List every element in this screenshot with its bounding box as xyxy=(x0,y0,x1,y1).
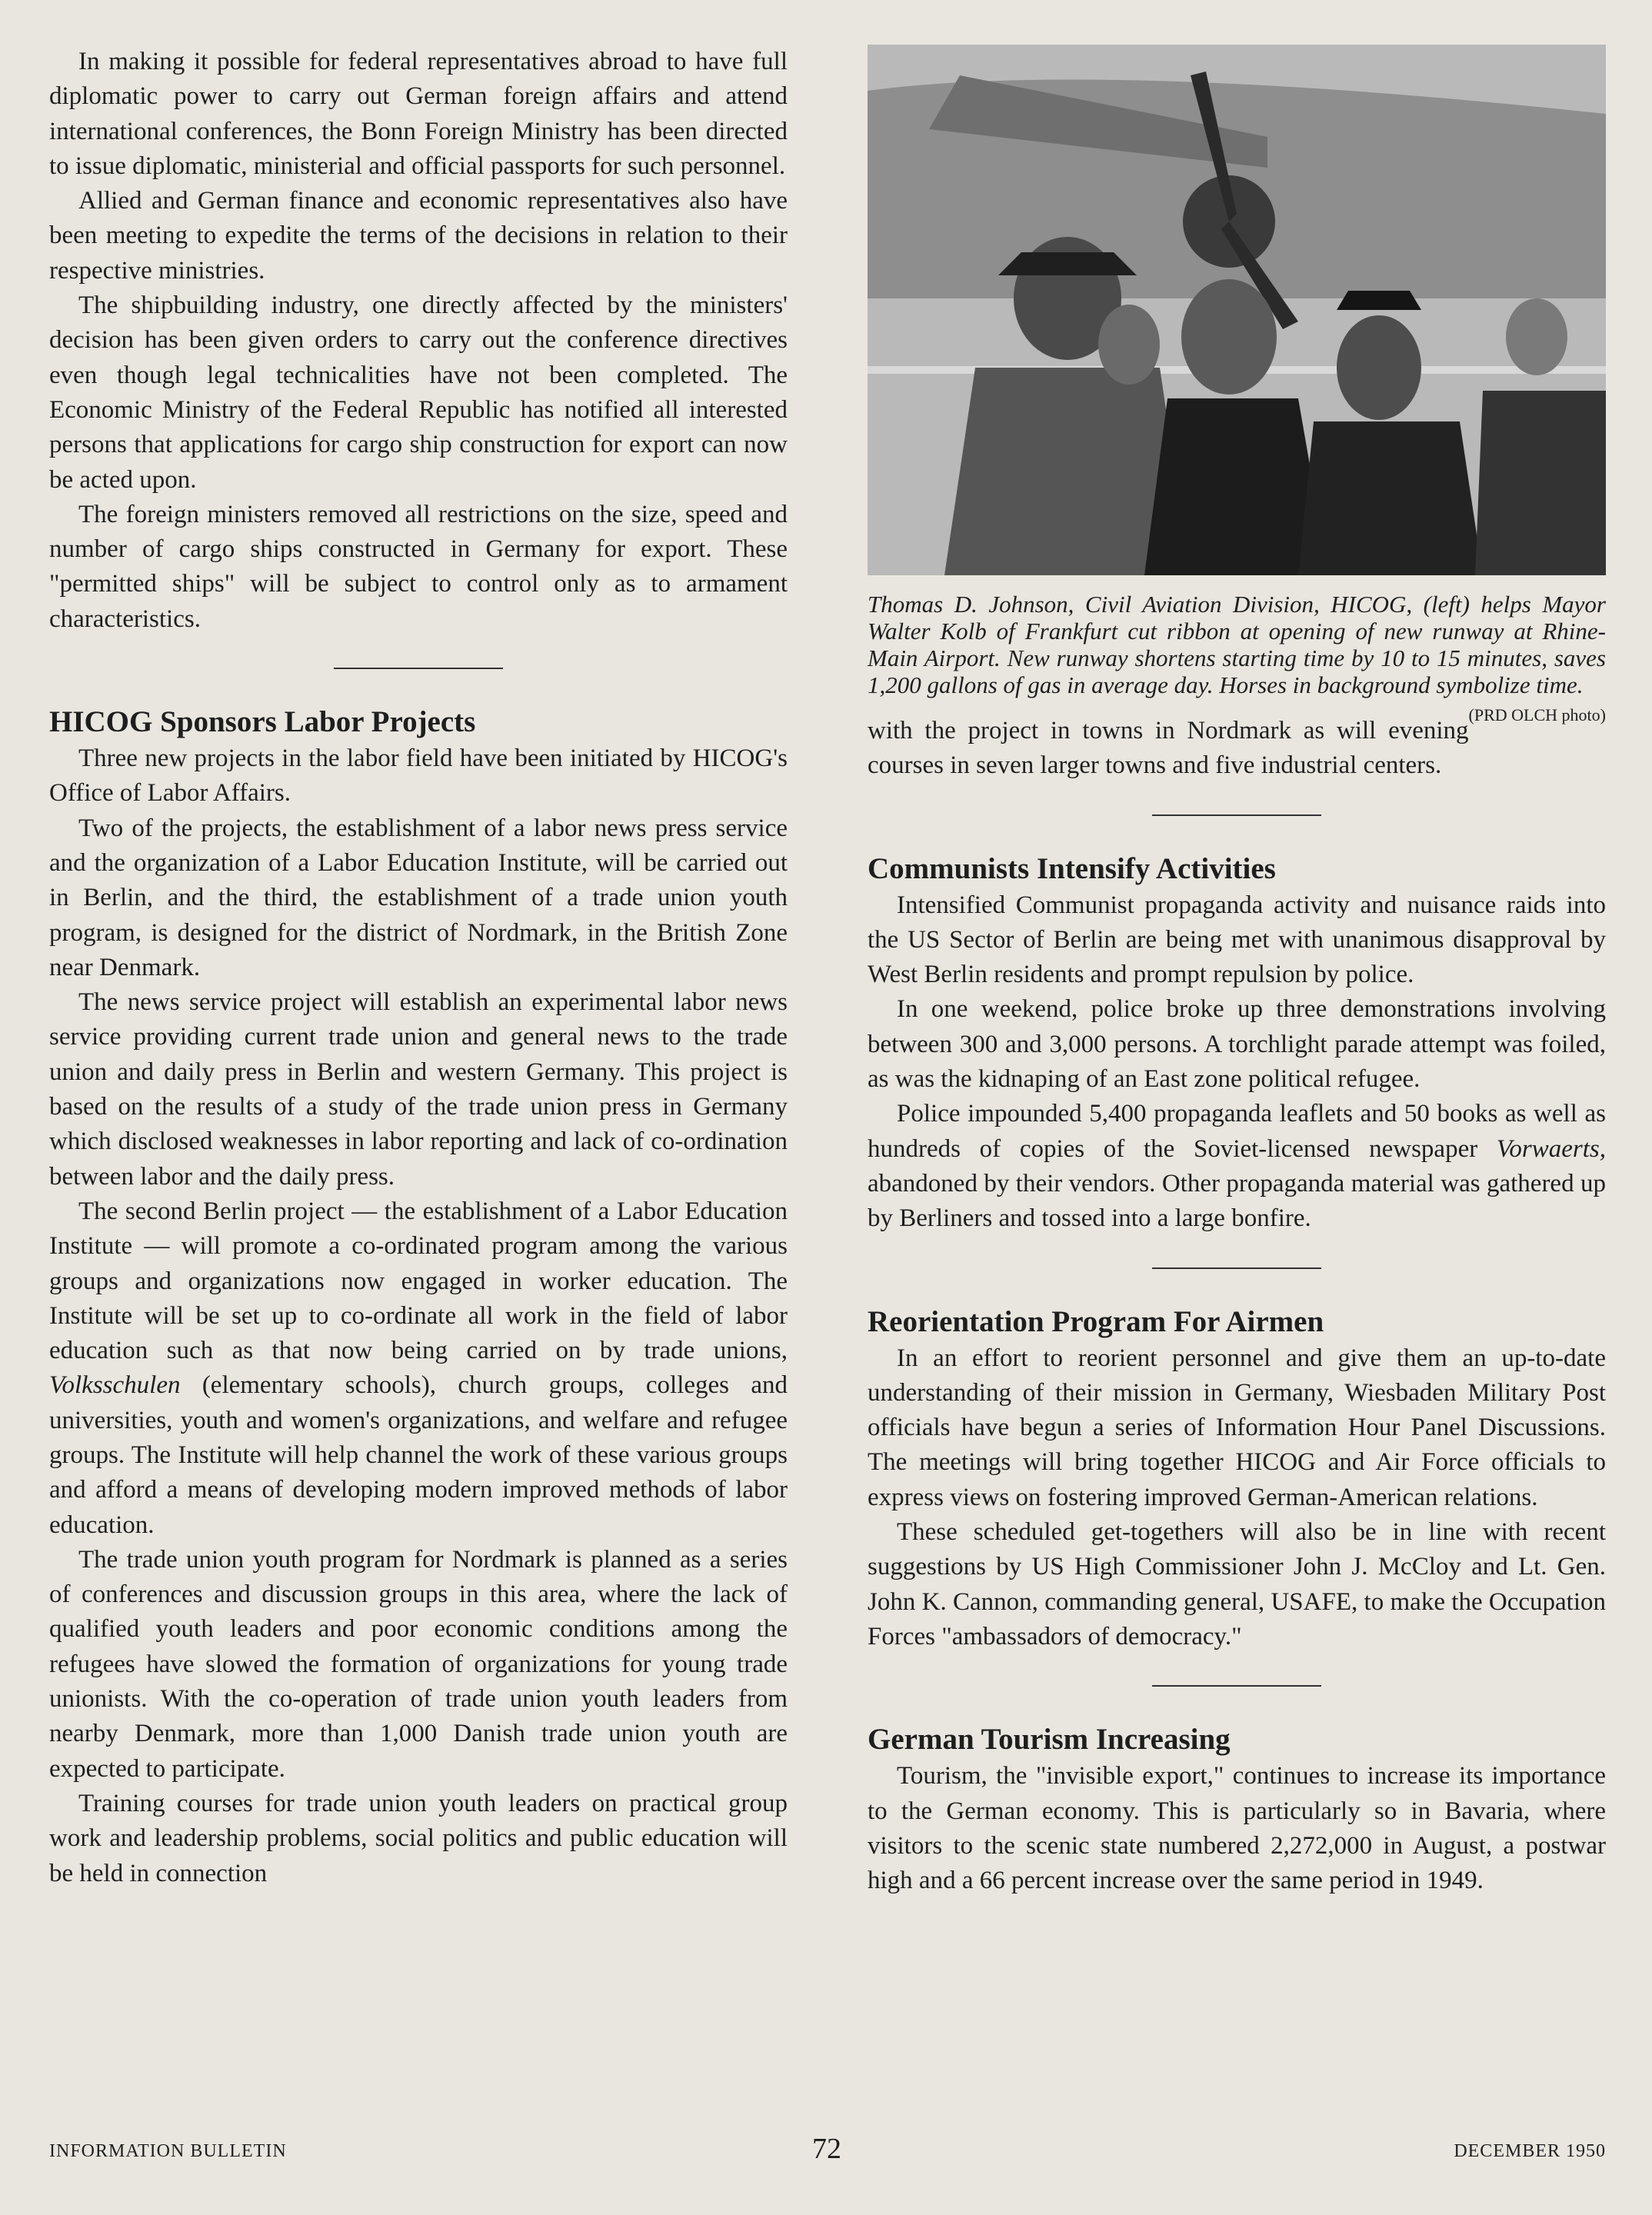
airmen-paragraph-2: These scheduled get-togethers will also be in line with recent suggestions by US High Commissioner John J. McCloy and Lt. Gen. John K. Cannon, commanding general, USAFE, to make the Occupation Forces "ambassadors of democracy." xyxy=(868,1518,1606,1650)
page-number: 72 xyxy=(812,2133,841,2165)
labor-paragraph-5: The trade union youth program for Nordmark is planned as a series of conferences and discussion groups in this area, where the lack of qualified youth leaders and poor economic conditions among the refugees have slowed the formation of organizations for young trade unionists. With the co-operation of trade union youth leaders from nearby Denmark, more than 1,000 Danish trade union youth are expected to participate. xyxy=(49,1545,788,1783)
photo-illustration xyxy=(868,45,1606,575)
continuation-paragraph: with the project in towns in Nordmark as will evening courses in seven larger towns and five industrial centers. xyxy=(868,717,1469,780)
volksschulen-word: Volksschulen xyxy=(49,1371,181,1400)
labor-paragraph-4 xyxy=(49,1194,788,1543)
photo-caption-text: Thomas D. Johnson, Civil Aviation Division, HICOG, (left) helps Mayor Walter Kolb of Frankfurt cut ribbon at opening of new runway at Rhine-Main Airport. New runway shortens starting time by 10 to 15 minutes, saves 1,200 gallons of gas in average day. Horses in background symbolize time. xyxy=(868,591,1606,698)
communists-paragraph-2: In one weekend, police broke up three demonstrations involving between 300 and 3,000 persons. A torchlight parade attempt was foiled, as was the kidnaping of an East zone political refugee. xyxy=(868,995,1606,1094)
intro-paragraph-1: In making it possible for federal representatives abroad to have full diplomatic power to carry out German foreign affairs and attend international conferences, the Bonn Foreign Ministry has been directed to issue diplomatic, ministerial and official passports for such personnel. xyxy=(49,48,788,180)
labor-paragraph-4-rest: (elementary schools), church groups, colleges and universities, youth and women's organizations, and welfare and refugee groups. The Institute will help channel the work of these various groups and afford a means of developing modern improved methods of labor education. xyxy=(49,1371,788,1539)
right-column xyxy=(868,45,1606,1898)
labor-paragraph-6: Training courses for trade union youth leaders on practical group work and leadership problems, social politics and public education will be held in connection xyxy=(49,1789,788,1887)
intro-paragraph-2: Allied and German finance and economic representatives also have been meeting to expedite the terms of the decisions in relation to their respective ministries. xyxy=(49,187,788,285)
section-divider xyxy=(1152,1685,1321,1687)
airmen-paragraph-1: In an effort to reorient personnel and give them an up-to-date understanding of their mission in Germany, Wiesbaden Military Post officials have begun a series of Information Hour Panel Discussions. The meetings will bring together HICOG and Air Force officials to express views on fostering improved German-American relations. xyxy=(868,1344,1606,1511)
tourism-paragraph-1: Tourism, the "invisible export," continues to increase its importance to the German economy. This is particularly so in Bavaria, where visitors to the scenic state numbered 2,272,000 in August, a postwar high and a 66 percent increase over the same period in 1949. xyxy=(868,1762,1606,1895)
police-text-before: Police impounded 5,400 propaganda leaflets and 50 books as well as hundreds of copies of the Soviet-licensed newspaper xyxy=(868,1100,1606,1163)
intro-paragraph-3: The shipbuilding industry, one directly affected by the ministers' decision has been given orders to carry out the conference directives even though legal technicalities have not been completed. The Economic Ministry of the Federal Republic has notified all interested persons that applications for cargo ship construction for export can now be acted upon. xyxy=(49,291,788,494)
communists-paragraph-3 xyxy=(868,1097,1606,1236)
section-divider xyxy=(1152,814,1321,816)
tourism-heading: German Tourism Increasing xyxy=(868,1723,1231,1757)
footer-publication: INFORMATION BULLETIN xyxy=(49,2141,287,2161)
communists-heading: Communists Intensify Activities xyxy=(868,851,1276,885)
labor-paragraph-1: Three new projects in the labor field have been initiated by HICOG's Office of Labor Affairs. xyxy=(49,744,788,808)
labor-paragraph-2: Two of the projects, the establishment of a labor news press service and the organization of a Labor Education Institute, will be carried out in Berlin, and the third, the establishment of a trade union youth program, is designed for the district of Nordmark, in the British Zone near Denmark. xyxy=(49,814,788,981)
intro-paragraph-4: The foreign ministers removed all restrictions on the size, speed and number of cargo ships constructed in Germany for export. These "permitted ships" will be subject to control only as to armament characteristics. xyxy=(49,500,788,633)
vorwaerts-word: Vorwaerts, xyxy=(1496,1134,1606,1163)
footer-date: DECEMBER 1950 xyxy=(1454,2141,1606,2161)
labor-paragraph-4-text: The second Berlin project — the establishment of a Labor Education Institute — will promote a co-ordinated program among the various groups and organizations now engaged in worker education. The Institute will be set up to co-ordinate all work in the field of labor education such as that now being carried on by trade unions, xyxy=(49,1197,788,1365)
section-divider xyxy=(334,668,503,669)
runway-opening-photo xyxy=(868,45,1606,575)
communists-paragraph-1: Intensified Communist propaganda activity and nuisance raids into the US Sector of Berlin are being met with unanimous disapproval by West Berlin residents and prompt repulsion by police. xyxy=(868,891,1606,989)
labor-heading: HICOG Sponsors Labor Projects xyxy=(49,705,476,739)
left-column xyxy=(49,45,788,1891)
section-divider xyxy=(1152,1267,1321,1269)
photo-caption xyxy=(868,591,1606,724)
police-text-after: abandoned by their vendors. Other propaganda material was gathered up by Berliners and tossed into a large bonfire. xyxy=(868,1169,1606,1233)
airmen-heading: Reorientation Program For Airmen xyxy=(868,1304,1324,1338)
labor-paragraph-3: The news service project will establish an experimental labor news service providing current trade union and general news to the trade union and daily press in Berlin and western Germany. This project is based on the results of a study of the trade union press in Germany which disclosed weaknesses in labor reporting and lack of co-ordination between labor and the daily press. xyxy=(49,988,788,1191)
photo-credit: (PRD OLCH photo) xyxy=(1468,705,1606,724)
